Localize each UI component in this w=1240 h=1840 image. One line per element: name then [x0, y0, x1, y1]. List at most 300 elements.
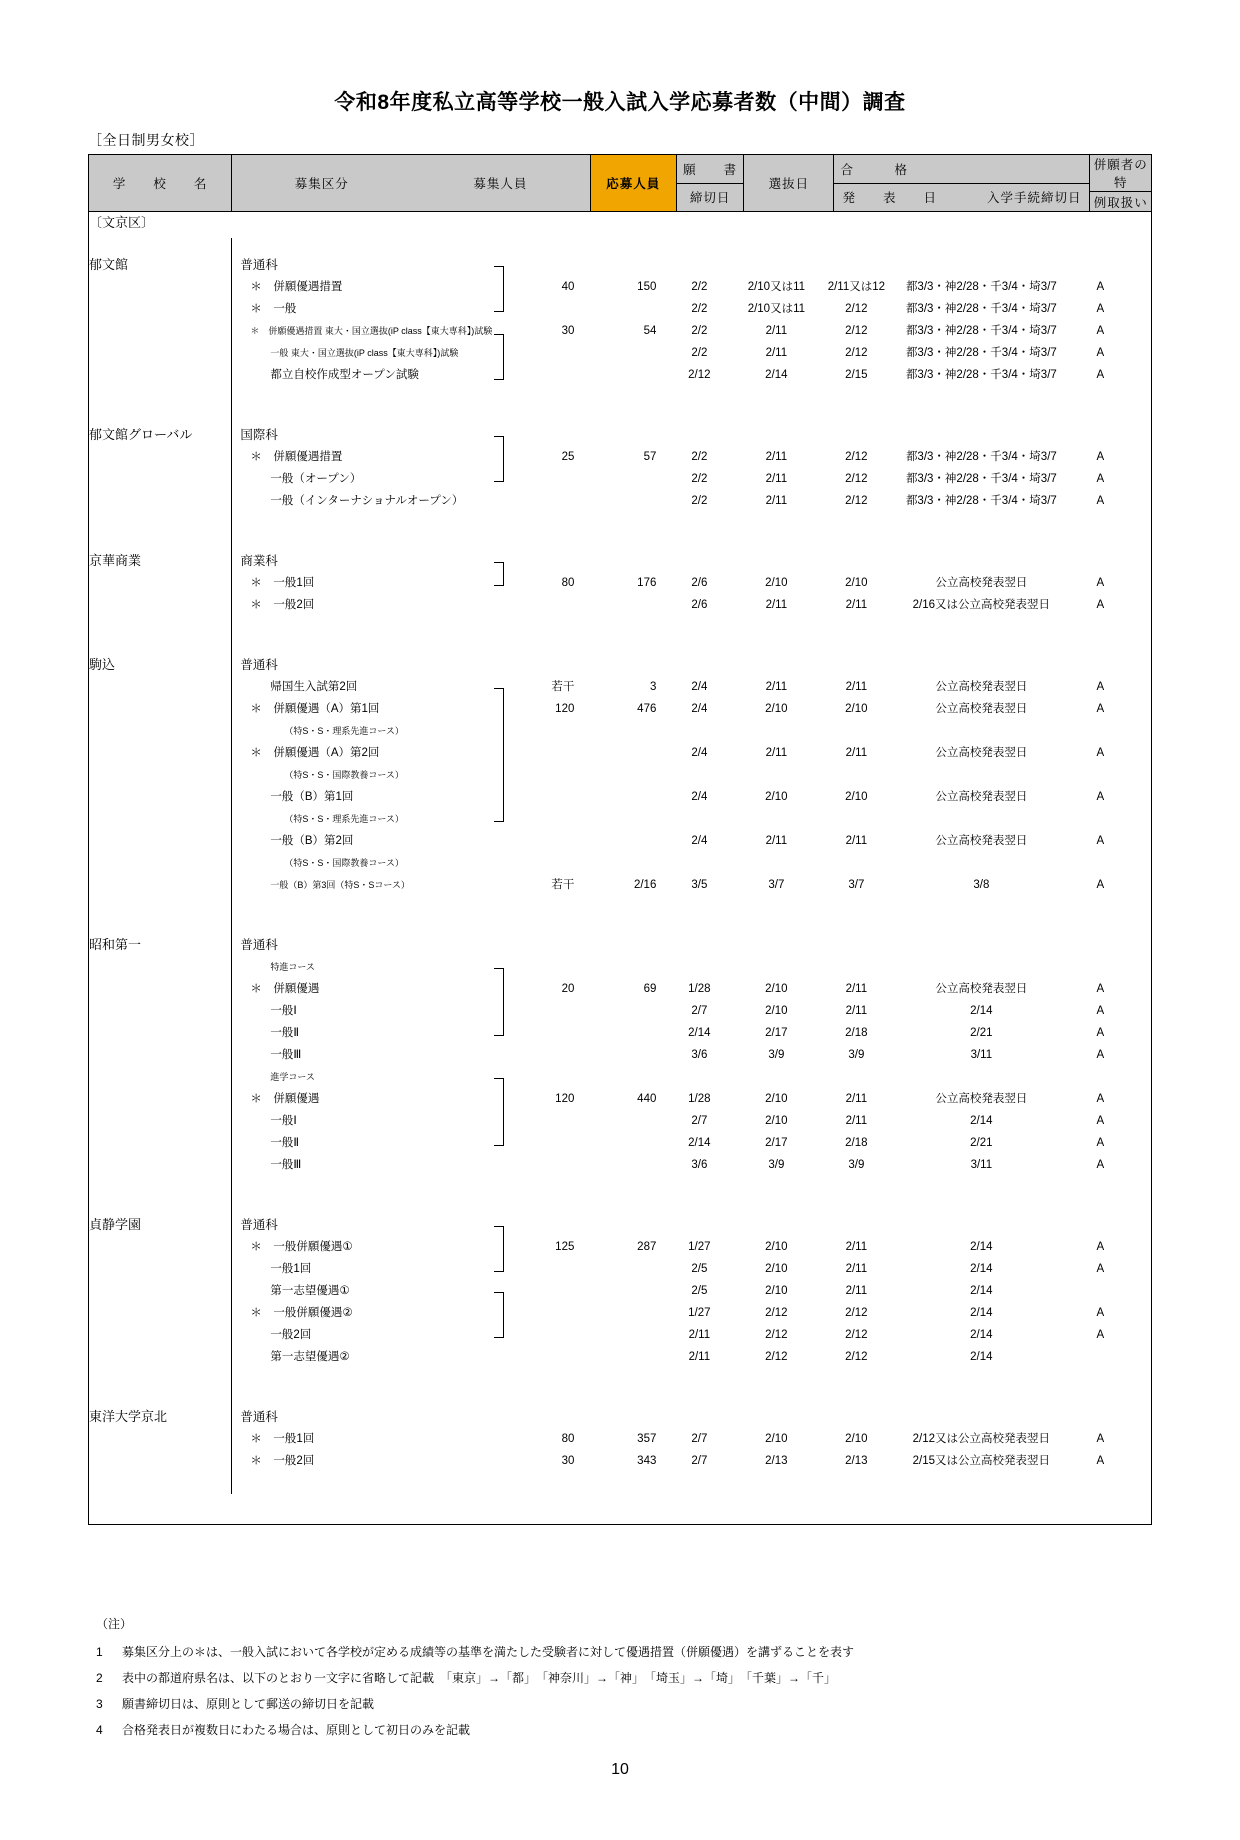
special-handling: A	[1096, 747, 1105, 759]
procedure-deadline: 2/14	[970, 1115, 993, 1127]
special-handling: A	[1096, 1093, 1105, 1105]
footnote-text: 合格発表日が複数日にわたる場合は、原則として初日のみを記載	[122, 1723, 471, 1737]
procedure-deadline: 公立高校発表翌日	[935, 681, 1028, 693]
table-header-row	[89, 155, 1152, 212]
result-date: 2/10	[845, 577, 868, 589]
procedure-deadline: 公立高校発表翌日	[935, 747, 1028, 759]
procedure-deadline: 都3/3・神2/28・千3/4・埼3/7	[905, 369, 1057, 381]
result-date: 2/11	[845, 983, 868, 995]
entry-row	[232, 1154, 1151, 1176]
special-handling: A	[1096, 1433, 1105, 1445]
header-division: 募集区分 募集人員	[232, 155, 590, 212]
special-handling: A	[1096, 473, 1105, 485]
department-line	[232, 1406, 1151, 1428]
school-block	[232, 534, 1152, 638]
application-deadline: 2/14	[688, 1137, 711, 1149]
table-row	[89, 1390, 1152, 1494]
special-handling: A	[1096, 1137, 1105, 1149]
special-handling: A	[1096, 303, 1105, 315]
procedure-deadline: 2/14	[970, 1285, 993, 1297]
application-deadline: 3/5	[691, 879, 708, 891]
special-handling: A	[1096, 1241, 1105, 1253]
procedure-deadline: 3/11	[970, 1049, 993, 1061]
procedure-deadline: 2/14	[970, 1241, 993, 1253]
selection-date: 3/9	[768, 1159, 785, 1171]
division-label: 第一志望優遇②	[270, 1351, 350, 1363]
ward-row	[89, 212, 1152, 239]
selection-date: 2/10	[765, 983, 788, 995]
entry-row	[232, 874, 1151, 896]
result-date: 2/10	[845, 791, 868, 803]
selection-date: 2/12	[765, 1351, 788, 1363]
procedure-deadline: 2/14	[970, 1351, 993, 1363]
application-deadline: 2/2	[691, 451, 708, 463]
department-name: 普通科	[240, 258, 278, 272]
selection-date: 2/17	[765, 1137, 788, 1149]
procedure-deadline: 公立高校発表翌日	[935, 835, 1028, 847]
division-label: ＊ 一般	[250, 303, 297, 315]
selection-date: 2/14	[765, 369, 788, 381]
school-name: 昭和第一	[89, 918, 232, 1198]
special-handling: A	[1096, 1115, 1105, 1127]
entry-row	[232, 1066, 1151, 1088]
capacity-value: 125	[555, 1241, 575, 1253]
result-date: 2/11	[845, 1093, 868, 1105]
footnote-item	[96, 1639, 854, 1665]
footnote-item	[96, 1665, 854, 1691]
division-label: ＊ 一般併願優遇②	[250, 1307, 353, 1319]
footnote-text: 表中の都道府県名は、以下のとおり一文字に省略して記載 「東京」→「都」 「神奈川」→「神」 「埼玉」→「埼」 「千葉」→「千」	[122, 1671, 837, 1685]
applicants-value: 343	[637, 1455, 657, 1467]
application-deadline: 2/11	[688, 1351, 711, 1363]
procedure-deadline: 2/14	[970, 1263, 993, 1275]
applicants-value: 176	[637, 577, 657, 589]
special-handling: A	[1096, 1307, 1105, 1319]
selection-date: 2/11	[765, 599, 788, 611]
department-name: 普通科	[240, 1410, 278, 1424]
application-deadline: 1/27	[688, 1241, 711, 1253]
selection-date: 2/11	[765, 681, 788, 693]
application-deadline: 2/6	[691, 599, 708, 611]
school-name: 郁文館グローバル	[89, 408, 232, 534]
division-label: 帰国生入試第2回	[270, 681, 358, 693]
procedure-deadline: 公立高校発表翌日	[935, 577, 1028, 589]
division-label: 第一志望優遇①	[270, 1285, 350, 1297]
division-label: ＊ 併願優遇	[250, 1093, 320, 1105]
department-name: 普通科	[240, 1218, 278, 1232]
procedure-deadline: 都3/3・神2/28・千3/4・埼3/7	[905, 303, 1057, 315]
procedure-deadline: 都3/3・神2/28・千3/4・埼3/7	[905, 495, 1057, 507]
procedure-deadline: 2/14	[970, 1307, 993, 1319]
applicants-value: 3	[649, 681, 657, 693]
division-label: 一般（B）第3回（特S・Sコース）	[270, 880, 410, 890]
row-spacer	[232, 1368, 1151, 1390]
capacity-value: 80	[561, 1433, 575, 1445]
header-special	[1090, 155, 1152, 212]
applicants-value: 440	[637, 1093, 657, 1105]
result-date: 2/11	[845, 1005, 868, 1017]
row-spacer	[232, 1472, 1151, 1494]
application-deadline: 2/14	[688, 1027, 711, 1039]
application-deadline: 1/27	[688, 1307, 711, 1319]
division-label: ＊ 一般2回	[250, 599, 315, 611]
row-spacer	[232, 896, 1151, 918]
division-label: ＊ 併願優遇	[250, 983, 320, 995]
page-title: 令和8年度私立高等学校一般入試入学応募者数（中間）調査	[334, 91, 906, 114]
selection-date: 2/11	[765, 747, 788, 759]
footnote-text: 願書締切日は、原則として郵送の締切日を記載	[122, 1697, 375, 1711]
special-handling: A	[1096, 703, 1105, 715]
division-label: ＊ 一般併願優遇①	[250, 1241, 353, 1253]
application-deadline: 2/5	[691, 1285, 708, 1297]
result-date: 2/12	[845, 303, 868, 315]
capacity-value: 30	[561, 325, 575, 337]
selection-date: 2/10	[765, 791, 788, 803]
footnote-item	[96, 1691, 854, 1717]
school-block	[232, 238, 1152, 408]
selection-date: 2/11	[765, 325, 788, 337]
entry-row	[232, 342, 1151, 364]
grouping-bracket	[494, 1226, 504, 1272]
row-spacer	[232, 386, 1151, 408]
entry-row	[232, 1044, 1151, 1066]
selection-date: 2/17	[765, 1027, 788, 1039]
division-label: ＊ 併願優遇（A）第1回	[250, 703, 380, 715]
header-result-bottom: 発 表 日	[842, 191, 937, 206]
school-block	[232, 1390, 1152, 1494]
department-line	[232, 550, 1151, 572]
procedure-deadline: 公立高校発表翌日	[935, 703, 1028, 715]
result-date: 2/11又は12	[827, 281, 886, 293]
special-handling: A	[1096, 1455, 1105, 1467]
procedure-deadline: 2/12又は公立高校発表翌日	[912, 1433, 1051, 1445]
application-deadline: 2/7	[691, 1455, 708, 1467]
procedure-deadline: 2/21	[970, 1137, 993, 1149]
department-line	[232, 254, 1151, 276]
application-deadline: 2/5	[691, 1263, 708, 1275]
table-row	[89, 408, 1152, 534]
entry-row	[232, 1258, 1151, 1280]
table-bottom-pad	[89, 1494, 1152, 1525]
selection-date: 2/11	[765, 835, 788, 847]
result-date: 2/15	[845, 369, 868, 381]
division-label: ＊ 併願優遇措置	[250, 451, 343, 463]
selection-date: 2/10	[765, 703, 788, 715]
grouping-bracket	[494, 1078, 504, 1146]
division-label: ＊ 併願優遇（A）第2回	[250, 747, 380, 759]
special-handling: A	[1096, 347, 1105, 359]
procedure-deadline: 2/14	[970, 1005, 993, 1017]
entry-row	[232, 446, 1151, 468]
selection-date: 2/10	[765, 1005, 788, 1017]
entry-row	[232, 1302, 1151, 1324]
table-row	[89, 238, 1152, 408]
division-label: ＊ 一般1回	[250, 1433, 315, 1445]
department-line	[232, 424, 1151, 446]
result-date: 2/11	[845, 1115, 868, 1127]
procedure-deadline: 2/16又は公立高校発表翌日	[912, 599, 1051, 611]
department-line	[232, 654, 1151, 676]
selection-date: 2/10	[765, 1433, 788, 1445]
application-deadline: 3/6	[691, 1159, 708, 1171]
selection-date: 2/10	[765, 1241, 788, 1253]
footnote-item	[96, 1717, 854, 1743]
entry-row	[232, 808, 1151, 830]
header-procedure: 入学手続締切日	[986, 191, 1082, 206]
selection-date: 2/10又は11	[747, 303, 806, 315]
result-date: 3/7	[848, 879, 865, 891]
selection-date: 2/10	[765, 577, 788, 589]
result-date: 3/9	[848, 1159, 865, 1171]
division-label: 進学コース	[270, 1072, 315, 1082]
grouping-bracket	[494, 436, 504, 482]
special-handling: A	[1096, 791, 1105, 803]
header-result-top: 合 格	[834, 155, 1089, 184]
result-date: 2/10	[845, 703, 868, 715]
entry-row	[232, 676, 1151, 698]
selection-date: 2/12	[765, 1307, 788, 1319]
school-name: 東洋大学京北	[89, 1390, 232, 1494]
procedure-deadline: 都3/3・神2/28・千3/4・埼3/7	[905, 281, 1057, 293]
application-deadline: 1/28	[688, 1093, 711, 1105]
capacity-value: 80	[561, 577, 575, 589]
footnote-index: 2	[96, 1671, 103, 1685]
entry-row	[232, 1132, 1151, 1154]
result-date: 2/12	[845, 1307, 868, 1319]
application-deadline: 2/4	[691, 703, 708, 715]
footnote-index: 3	[96, 1697, 103, 1711]
division-label: （特S・S・国際教養コース）	[284, 770, 404, 780]
header-application-deadline	[676, 155, 744, 212]
applicants-value: 287	[637, 1241, 657, 1253]
table-bottom-pad-cell	[89, 1494, 1152, 1525]
header-result-date	[834, 155, 1090, 212]
application-deadline: 2/2	[691, 303, 708, 315]
result-date: 2/18	[845, 1137, 868, 1149]
entry-row	[232, 468, 1151, 490]
procedure-deadline: 都3/3・神2/28・千3/4・埼3/7	[905, 473, 1057, 485]
division-label: 一般（B）第2回	[270, 835, 354, 847]
special-handling: A	[1096, 599, 1105, 611]
application-deadline: 2/4	[691, 835, 708, 847]
division-label: （特S・S・理系先進コース）	[284, 726, 404, 736]
selection-date: 3/9	[768, 1049, 785, 1061]
entry-row	[232, 320, 1151, 342]
application-deadline: 2/2	[691, 325, 708, 337]
entry-row	[232, 698, 1151, 720]
grouping-bracket	[494, 562, 504, 586]
table-row	[89, 918, 1152, 1198]
division-label: ＊ 一般1回	[250, 577, 315, 589]
result-date: 2/11	[845, 681, 868, 693]
department-name: 普通科	[240, 658, 278, 672]
result-date: 2/18	[845, 1027, 868, 1039]
division-label: 一般Ⅲ	[270, 1159, 302, 1171]
application-deadline: 2/4	[691, 791, 708, 803]
division-label: ＊ 併願優遇措置	[250, 281, 343, 293]
special-handling: A	[1096, 281, 1105, 293]
application-deadline: 2/7	[691, 1115, 708, 1127]
capacity-value: 20	[561, 983, 575, 995]
result-date: 2/12	[845, 325, 868, 337]
entry-row	[232, 720, 1151, 742]
grouping-bracket	[494, 266, 504, 312]
division-label: ＊ 併願優遇措置 東大・国立選抜(iP class【東大専科】)試験	[250, 326, 493, 336]
application-deadline: 2/2	[691, 347, 708, 359]
result-date: 2/11	[845, 1263, 868, 1275]
procedure-deadline: 2/15又は公立高校発表翌日	[912, 1455, 1051, 1467]
row-spacer	[232, 512, 1151, 534]
entry-row	[232, 276, 1151, 298]
grouping-bracket	[494, 1292, 504, 1338]
header-special-bottom: 例取扱い	[1093, 195, 1148, 210]
special-handling: A	[1096, 1159, 1105, 1171]
special-handling: A	[1096, 835, 1105, 847]
application-deadline: 2/4	[691, 747, 708, 759]
table-body	[89, 212, 1152, 1525]
procedure-deadline: 2/21	[970, 1027, 993, 1039]
capacity-value: 若干	[551, 879, 575, 891]
division-label: 一般（インターナショナルオープン）	[270, 495, 464, 507]
application-deadline: 2/4	[691, 681, 708, 693]
entry-row	[232, 1000, 1151, 1022]
result-date: 2/11	[845, 599, 868, 611]
application-deadline: 2/7	[691, 1005, 708, 1017]
special-handling: A	[1096, 495, 1105, 507]
header-special-top: 併願者の特	[1090, 155, 1151, 192]
application-deadline: 3/6	[691, 1049, 708, 1061]
header-selection-date: 選抜日	[744, 155, 834, 212]
special-handling: A	[1096, 879, 1105, 891]
special-handling: A	[1096, 1027, 1105, 1039]
procedure-deadline: 都3/3・神2/28・千3/4・埼3/7	[905, 451, 1057, 463]
procedure-deadline: 都3/3・神2/28・千3/4・埼3/7	[905, 347, 1057, 359]
school-name: 京華商業	[89, 534, 232, 638]
school-block	[232, 1198, 1152, 1390]
header-application-top: 願 書	[677, 155, 744, 184]
application-deadline: 2/12	[688, 369, 711, 381]
capacity-value: 若干	[551, 681, 575, 693]
division-label: ＊ 一般2回	[250, 1455, 315, 1467]
division-label: 一般Ⅰ	[270, 1115, 297, 1127]
applicants-value: 54	[643, 325, 657, 337]
entry-row	[232, 1450, 1151, 1472]
special-handling: A	[1096, 369, 1105, 381]
header-applicants: 応募人員	[590, 155, 676, 212]
selection-date: 2/12	[765, 1329, 788, 1341]
entry-row	[232, 1428, 1151, 1450]
entry-row	[232, 364, 1151, 386]
special-handling: A	[1096, 325, 1105, 337]
procedure-deadline: 3/8	[973, 879, 990, 891]
grouping-bracket	[494, 334, 504, 380]
special-handling: A	[1096, 1263, 1105, 1275]
applicants-value: 150	[637, 281, 657, 293]
procedure-deadline: 2/14	[970, 1329, 993, 1341]
entry-row	[232, 1346, 1151, 1368]
division-label: 特進コース	[270, 962, 315, 972]
entry-row	[232, 830, 1151, 852]
entry-row	[232, 1280, 1151, 1302]
selection-date: 2/13	[765, 1455, 788, 1467]
school-name: 貞静学園	[89, 1198, 232, 1390]
entry-row	[232, 1324, 1151, 1346]
grouping-bracket	[494, 688, 504, 822]
special-handling: A	[1096, 1329, 1105, 1341]
entry-row	[232, 1110, 1151, 1132]
application-deadline: 1/28	[688, 983, 711, 995]
procedure-deadline: 公立高校発表翌日	[935, 791, 1028, 803]
result-date: 2/11	[845, 747, 868, 759]
application-deadline: 2/6	[691, 577, 708, 589]
selection-date: 2/11	[765, 495, 788, 507]
division-label: 都立自校作成型オープン試験	[270, 369, 419, 381]
result-date: 2/12	[845, 495, 868, 507]
division-label: 一般（オープン）	[270, 473, 362, 485]
result-date: 2/13	[845, 1455, 868, 1467]
application-deadline: 2/2	[691, 495, 708, 507]
footnote-index: 4	[96, 1723, 103, 1737]
division-label: 一般2回	[270, 1329, 312, 1341]
division-label: 一般Ⅰ	[270, 1005, 297, 1017]
result-date: 2/11	[845, 835, 868, 847]
department-name: 国際科	[240, 428, 278, 442]
result-date: 2/11	[845, 1285, 868, 1297]
result-date: 2/12	[845, 1329, 868, 1341]
entry-row	[232, 852, 1151, 874]
school-block	[232, 408, 1152, 534]
grouping-bracket	[494, 968, 504, 1036]
procedure-deadline: 3/11	[970, 1159, 993, 1171]
selection-date: 3/7	[768, 879, 785, 891]
header-school: 学 校 名	[89, 155, 232, 212]
entry-row	[232, 572, 1151, 594]
capacity-value: 40	[561, 281, 575, 293]
special-handling: A	[1096, 681, 1105, 693]
table-row	[89, 1198, 1152, 1390]
division-label: 一般Ⅲ	[270, 1049, 302, 1061]
application-deadline: 2/11	[688, 1329, 711, 1341]
department-line	[232, 934, 1151, 956]
division-label: 一般Ⅱ	[270, 1027, 300, 1039]
result-date: 2/10	[845, 1433, 868, 1445]
capacity-value: 120	[555, 1093, 575, 1105]
table-row	[89, 638, 1152, 918]
admissions-table	[88, 154, 1152, 1525]
division-label: 一般Ⅱ	[270, 1137, 300, 1149]
result-date: 3/9	[848, 1049, 865, 1061]
applicants-value: 69	[643, 983, 657, 995]
school-block	[232, 638, 1152, 918]
footnotes	[96, 1611, 854, 1743]
result-date: 2/12	[845, 1351, 868, 1363]
special-handling: A	[1096, 983, 1105, 995]
result-date: 2/11	[845, 1241, 868, 1253]
entry-row	[232, 1022, 1151, 1044]
entry-row	[232, 742, 1151, 764]
capacity-value: 25	[561, 451, 575, 463]
department-line	[232, 1214, 1151, 1236]
selection-date: 2/10	[765, 1093, 788, 1105]
department-name: 普通科	[240, 938, 278, 952]
division-label: 一般 東大・国立選抜(iP class【東大専科】)試験	[270, 348, 459, 358]
footnote-text: 募集区分上の＊は、一般入試において各学校が定める成績等の基準を満たした受験者に対して優遇措置（併願優遇）を講ずることを表す	[122, 1645, 855, 1659]
selection-date: 2/11	[765, 473, 788, 485]
result-date: 2/12	[845, 451, 868, 463]
application-deadline: 2/2	[691, 473, 708, 485]
special-handling: A	[1096, 1049, 1105, 1061]
procedure-deadline: 都3/3・神2/28・千3/4・埼3/7	[905, 325, 1057, 337]
